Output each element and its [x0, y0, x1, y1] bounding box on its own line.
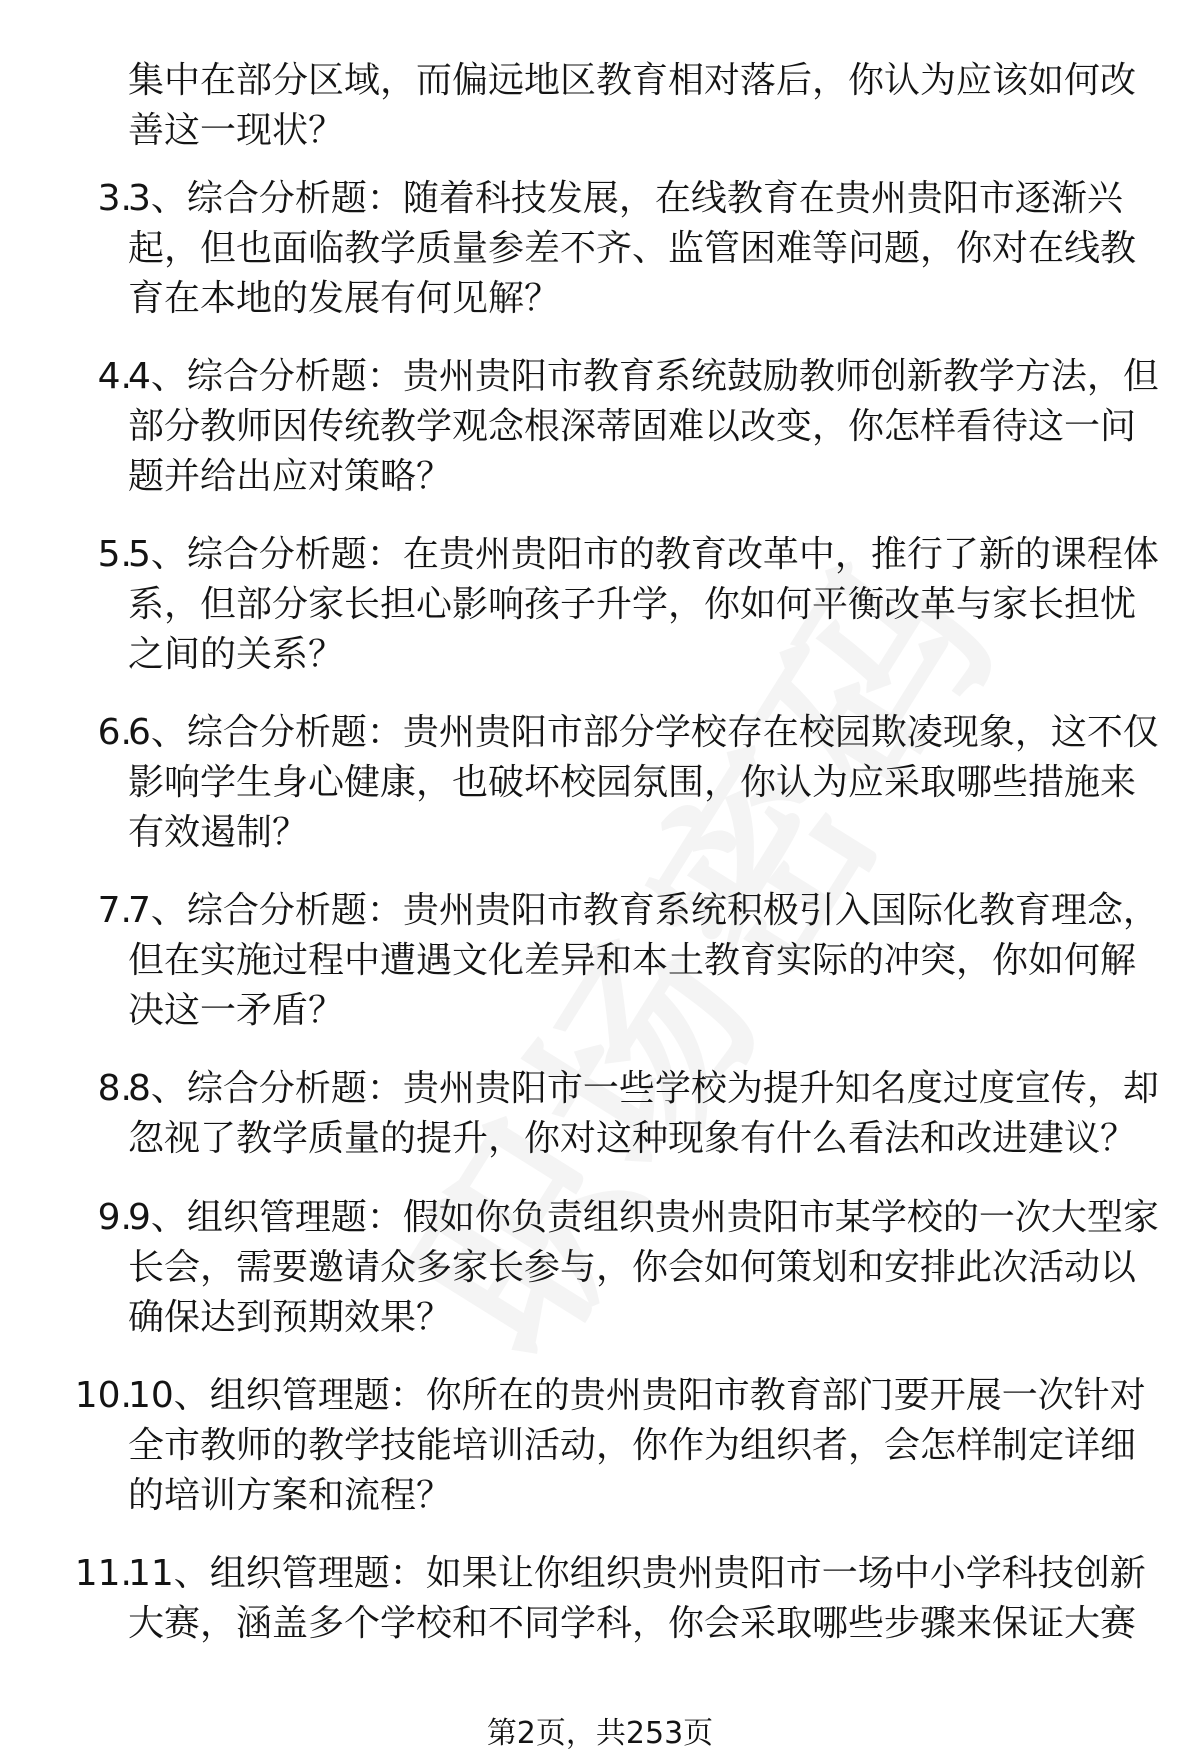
item-text: 11、组织管理题：如果让你组织贵州贵阳市一场中小学科技创新大赛，涵盖多个学校和不同学科，你会采取哪些步骤来保证大赛 — [128, 1553, 1146, 1644]
page-number-footer: 第2页，共253页 — [486, 1716, 714, 1751]
item-text: 5、综合分析题：在贵州贵阳市的教育改革中，推行了新的课程体系，但部分家长担心影响孩子升学，你如何平衡改革与家长担忧之间的关系？ — [128, 534, 1159, 675]
item-number: 5. — [97, 534, 132, 575]
item-text: 9、组织管理题：假如你负责组织贵州贵阳市某学校的一次大型家长会，需要邀请众多家长参与，你会如何策划和安排此次活动以确保达到预期效果？ — [128, 1197, 1159, 1338]
item-number: 10. — [74, 1375, 132, 1416]
item-number: 9. — [97, 1197, 132, 1238]
item-number: 11. — [74, 1553, 132, 1594]
item-number: 6. — [97, 712, 132, 753]
item-text: 3、综合分析题：随着科技发展，在线教育在贵州贵阳市逐渐兴起，但也面临教学质量参差不齐、监管困难等问题，你对在线教育在本地的发展有何见解？ — [128, 178, 1137, 319]
item-text: 4、综合分析题：贵州贵阳市教育系统鼓励教师创新教学方法，但部分教师因传统教学观念根深蒂固难以改变，你怎样看待这一问题并给出应对策略？ — [128, 356, 1159, 497]
continuation-text: 集中在部分区域，而偏远地区教育相对落后，你认为应该如何改善这一现状？ — [128, 60, 1137, 151]
item-number: 4. — [97, 356, 132, 397]
item-number: 7. — [97, 890, 132, 931]
item-number: 8. — [97, 1068, 132, 1109]
item-number: 3. — [97, 178, 132, 219]
item-text: 10、组织管理题：你所在的贵州贵阳市教育部门要开展一次针对全市教师的教学技能培训活动，你作为组织者，会怎样制定详细的培训方案和流程？ — [128, 1375, 1146, 1516]
item-text: 8、综合分析题：贵州贵阳市一些学校为提升知名度过度宣传，却忽视了教学质量的提升，你对这种现象有什么看法和改进建议？ — [128, 1068, 1159, 1159]
item-text: 7、综合分析题：贵州贵阳市教育系统积极引入国际化教育理念，但在实施过程中遭遇文化差异和本土教育实际的冲突，你如何解决这一矛盾？ — [128, 890, 1159, 1031]
item-text: 6、综合分析题：贵州贵阳市部分学校存在校园欺凌现象，这不仅影响学生身心健康，也破坏校园氛围，你认为应采取哪些措施来有效遏制？ — [128, 712, 1159, 853]
